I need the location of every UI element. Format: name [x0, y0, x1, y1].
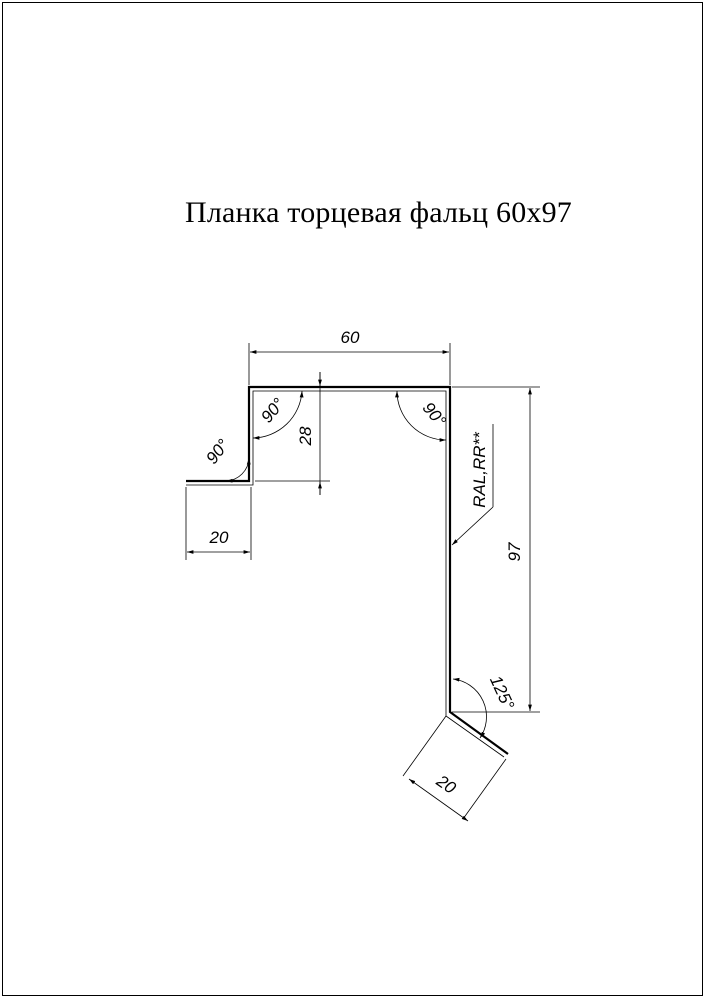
profile-outline [186, 387, 508, 757]
dimension-left-flange-label: 20 [209, 528, 229, 547]
dimension-left-flange [186, 487, 251, 560]
dimension-top-width [249, 328, 450, 385]
angle-left-upper-label: 90° [257, 394, 289, 427]
coating-leader [452, 424, 493, 545]
angle-right-top [397, 391, 450, 440]
drawing-title: Планка торцевая фальц 60х97 [184, 196, 573, 229]
angle-left-lower-label: 90° [202, 435, 234, 468]
dimension-bottom-flange-label: 20 [432, 771, 460, 798]
dimension-step-height [255, 372, 330, 495]
dimension-right-height [452, 387, 540, 712]
angle-left-upper [253, 391, 302, 438]
dimension-top-width-label: 60 [340, 328, 360, 347]
angle-right-top-label: 90° [418, 398, 450, 431]
angle-left-lower [202, 435, 249, 481]
angle-bottom-label: 125° [485, 672, 519, 713]
dimension-bottom-flange [403, 716, 506, 821]
coating-label: RAL,RR** [470, 432, 489, 508]
dimension-right-height-label: 97 [505, 542, 524, 562]
dimension-step-height-label: 28 [296, 426, 315, 446]
